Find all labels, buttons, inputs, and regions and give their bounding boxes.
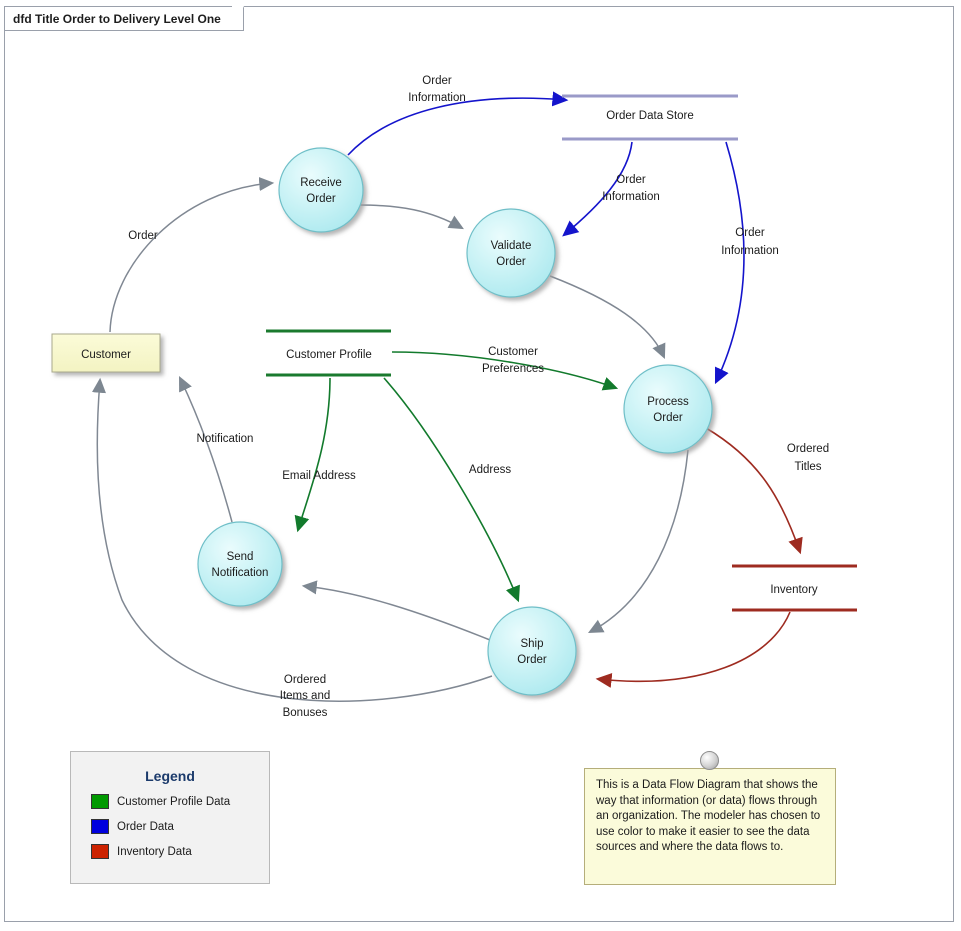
- note-pin-icon: [700, 751, 719, 770]
- label-ordered-items-a: Ordered: [283, 674, 327, 686]
- flow-email-address: [298, 378, 330, 530]
- label-ordered-titles-b: Titles: [794, 461, 822, 473]
- legend-item-order-data: [91, 819, 269, 834]
- data-store-customer-profile[interactable]: [266, 331, 391, 375]
- legend-label-order-data: Order Data: [117, 820, 174, 833]
- process-label-process-order-1: Process: [647, 396, 689, 408]
- flow-receive-to-validate: [358, 205, 462, 228]
- label-order-information-2a: Order: [616, 174, 646, 186]
- process-label-ship-order-1: Ship: [520, 638, 544, 650]
- data-store-inventory[interactable]: [732, 566, 857, 610]
- label-order: Order: [128, 230, 158, 242]
- process-label-process-order-2: Order: [653, 412, 683, 424]
- legend-item-customer-profile-data: [91, 794, 269, 809]
- process-ship-order[interactable]: [488, 607, 576, 695]
- label-order-information-1a: Order: [422, 75, 452, 87]
- label-order-information-2b: Information: [602, 191, 660, 203]
- label-notification: Notification: [196, 433, 254, 445]
- legend-swatch-blue-icon: [91, 819, 109, 834]
- process-receive-order[interactable]: [279, 148, 363, 232]
- label-ordered-items-c: Bonuses: [282, 707, 328, 719]
- flow-validate-to-process: [550, 276, 664, 357]
- flow-ship-to-notification: [304, 586, 490, 640]
- data-store-label-inventory: Inventory: [770, 584, 818, 596]
- flow-order-information-store-to-validate: [564, 142, 632, 235]
- data-store-label-customer-profile: Customer Profile: [286, 349, 372, 361]
- flow-order-information-receive-to-store: [348, 98, 566, 155]
- process-validate-order[interactable]: [467, 209, 555, 297]
- legend-label-customer-profile-data: Customer Profile Data: [117, 795, 231, 808]
- process-label-ship-order-2: Order: [517, 654, 547, 666]
- flow-inventory-to-ship: [598, 612, 790, 681]
- process-process-order[interactable]: [624, 365, 712, 453]
- process-label-send-notification-1: Send: [226, 551, 254, 563]
- label-ordered-titles-a: Ordered: [786, 443, 830, 455]
- label-order-information-1b: Information: [408, 92, 466, 104]
- flow-ordered-titles: [706, 428, 800, 552]
- label-address: Address: [468, 464, 512, 476]
- process-label-receive-order-2: Order: [306, 193, 336, 205]
- label-email-address: Email Address: [282, 470, 356, 482]
- label-ordered-items-b: Items and: [279, 690, 331, 702]
- flow-order-customer-to-receive: [110, 183, 272, 332]
- flow-address: [384, 378, 518, 600]
- legend-panel: [70, 751, 270, 884]
- process-label-validate-order-1: Validate: [490, 240, 532, 252]
- process-label-validate-order-2: Order: [496, 256, 526, 268]
- data-store-order-data-store[interactable]: [562, 96, 738, 139]
- diagram-title-tab: dfd Title Order to Delivery Level One: [5, 7, 244, 31]
- flow-labels: [128, 75, 829, 719]
- legend-item-inventory-data: [91, 844, 269, 859]
- label-customer-preferences-b: Preferences: [481, 363, 545, 375]
- label-order-information-3b: Information: [721, 245, 779, 257]
- label-order-information-3a: Order: [735, 227, 765, 239]
- flow-notification: [180, 378, 232, 522]
- process-label-receive-order-1: Receive: [300, 177, 342, 189]
- external-entity-label-customer: Customer: [81, 349, 131, 361]
- data-store-label-order: Order Data Store: [606, 110, 694, 122]
- flow-process-to-ship: [590, 450, 688, 632]
- external-entity-customer[interactable]: [52, 334, 160, 372]
- process-label-send-notification-2: Notification: [211, 567, 269, 579]
- label-customer-preferences-a: Customer: [488, 346, 538, 358]
- legend-swatch-red-icon: [91, 844, 109, 859]
- process-send-notification[interactable]: [198, 522, 282, 606]
- legend-title: Legend: [145, 768, 195, 784]
- flow-order-information-store-to-process: [716, 142, 744, 382]
- legend-swatch-green-icon: [91, 794, 109, 809]
- flow-ordered-items-and-bonuses: [97, 380, 492, 701]
- note-panel: This is a Data Flow Diagram that shows the way that information (or data) flows through an organization. The modeler has chosen to use color to make it easier to see the data sources and where the data flows to.: [584, 768, 836, 885]
- legend-label-inventory-data: Inventory Data: [117, 845, 192, 858]
